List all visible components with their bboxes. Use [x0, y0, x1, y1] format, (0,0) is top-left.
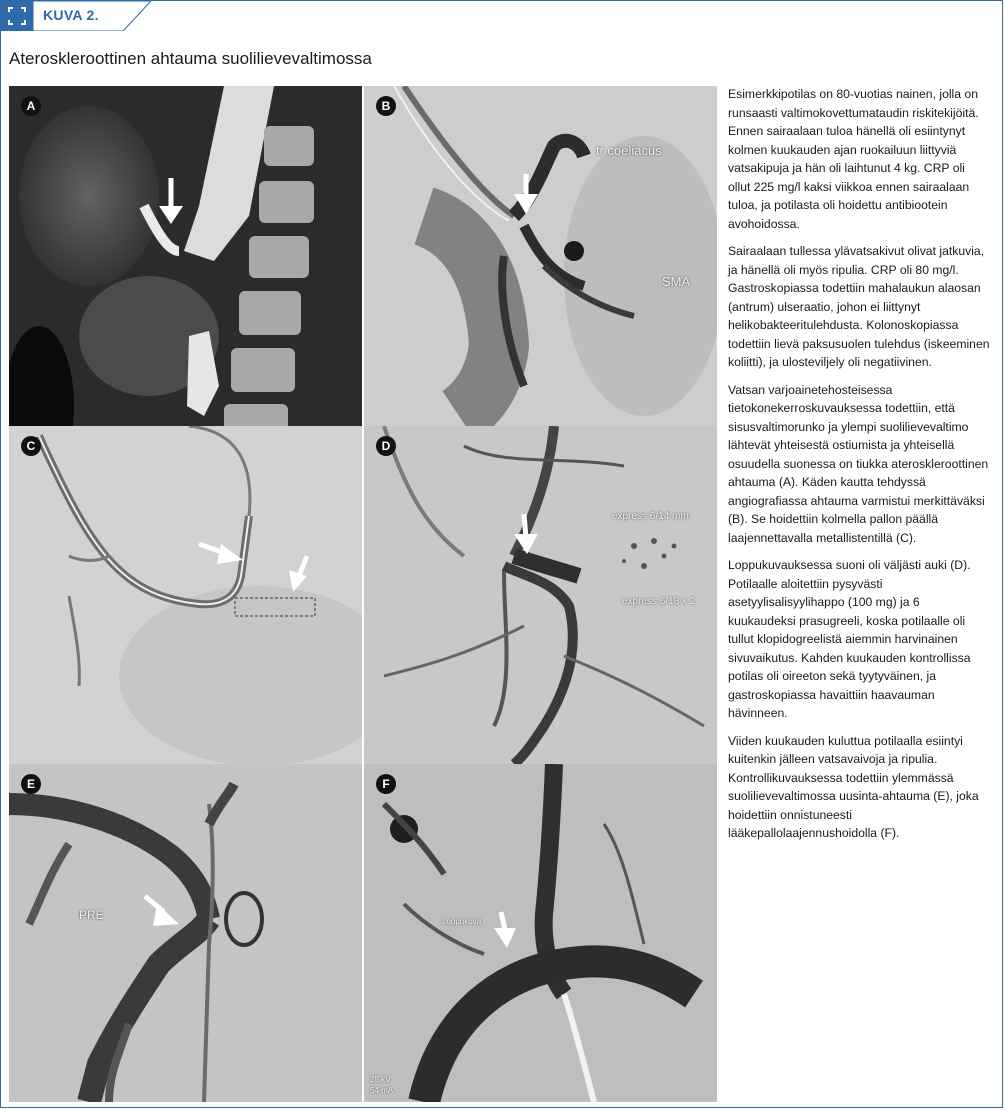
panel-e-restenosis-angiogram [9, 764, 362, 1102]
image-frame-icon [1, 1, 33, 31]
label-ma: 54 mA [370, 1086, 394, 1095]
label-stent-2: express 6/18 x 2 [622, 596, 696, 607]
panel-d-final-angiogram [364, 426, 717, 764]
panel-f-post-treatment-angiogram [364, 764, 717, 1102]
paragraph-1: Esimerkkipotilas on 80-vuotias nainen, jolla on runsaasti valtimokovettumataudin riskitekijöitä. Ennen sairaalaan tuloa hänellä oli esiintynyt kolmen kuukauden ajan ruokailuun liittyviä vatsakipuja ja hän oli laihtunut 4 kg. CRP oli ollut 225 mg/l kaksi viikkoa ennen sairaalaan tuloa, ja potilasta oli hoidettu antibiootein avohoidossa. [728, 87, 979, 231]
label-stent-1: express 6/14 mm [612, 511, 689, 522]
paragraph-3: Vatsan varjoainetehosteisessa tietokonekerroskuvauksessa todettiin, että sisusvaltimorunko ja ylempi suolilievevaltimo lähtevät yhteisestä ostiumista ja yhteisellä osuudella suonessa on tiukka ateroskleroottinen ahtauma (A). Käden kautta tehdyssä angiografiassa ahtauma varmistui merkittäväksi (B). Se hoidettiin kolmella pallon päällä laajennettavalla metallistentillä (C). [728, 382, 989, 545]
panel-letter-c: C [21, 436, 41, 456]
figure-title: Ateroskleroottinen ahtauma suolilievevaltimossa [9, 49, 372, 68]
panel-letter-a: A [21, 96, 41, 116]
panel-letter-f: F [376, 774, 396, 794]
paragraph-2: Sairaalaan tullessa ylävatsakivut olivat jatkuvia, ja hänellä oli myös ripulia. CRP oli 80 mg/l. Gastroskopiassa todettiin mahalaukun alaosan (antrum) ulseraatio, johon ei liittynyt helikobakteeritulehdusta. Kolonoskopiassa todettiin lievä paksusuolen tulehdus (iskeeminen koliitti), ja ulosteviljely oli negatiivinen. [728, 244, 990, 369]
panel-letter-e: E [21, 774, 41, 794]
label-pre: PRE [79, 908, 104, 922]
label-kv: 25 kV [370, 1075, 391, 1084]
panel-letter-d: D [376, 436, 396, 456]
label-tr-coeliacus: tr coeliacus [596, 143, 662, 158]
panel-a-ct-image [9, 86, 362, 426]
panel-b-angiogram [364, 86, 717, 426]
case-description [728, 85, 990, 852]
panel-letter-b: B [376, 96, 396, 116]
label-loppukuva: Loppukuva [442, 917, 482, 926]
figure-header [1, 1, 151, 31]
panel-c-stent-image [9, 426, 362, 764]
paragraph-5: Viiden kuukauden kuluttua potilaalla esiintyi kuitenkin jälleen vatsavaivoja ja ripulia. Kontrollikuvauksessa todettiin ylemmässä suolilievevaltimossa uusinta-ahtauma (E), joka hoidettiin onnistuneesti lääkepallolaajennushoidolla (F). [728, 733, 979, 840]
label-sma: SMA [662, 274, 691, 289]
paragraph-4: Loppukuvauksessa suoni oli väljästi auki (D). Potilaalle aloitettiin pysyvästi asetyylisalisyylihappo (100 mg) ja 6 kuukaudeksi prasugreeli, koska potilaalle oli tullut klopidogreelistä aiemmin harvinainen sivuvaikutus. Kahden kuukauden kontrollissa potilas oli oireeton sekä tyytyväinen, ja gastroskopiassa havaittiin haavauman hävinneen. [728, 558, 971, 720]
figure-label: KUVA 2. [43, 7, 99, 23]
